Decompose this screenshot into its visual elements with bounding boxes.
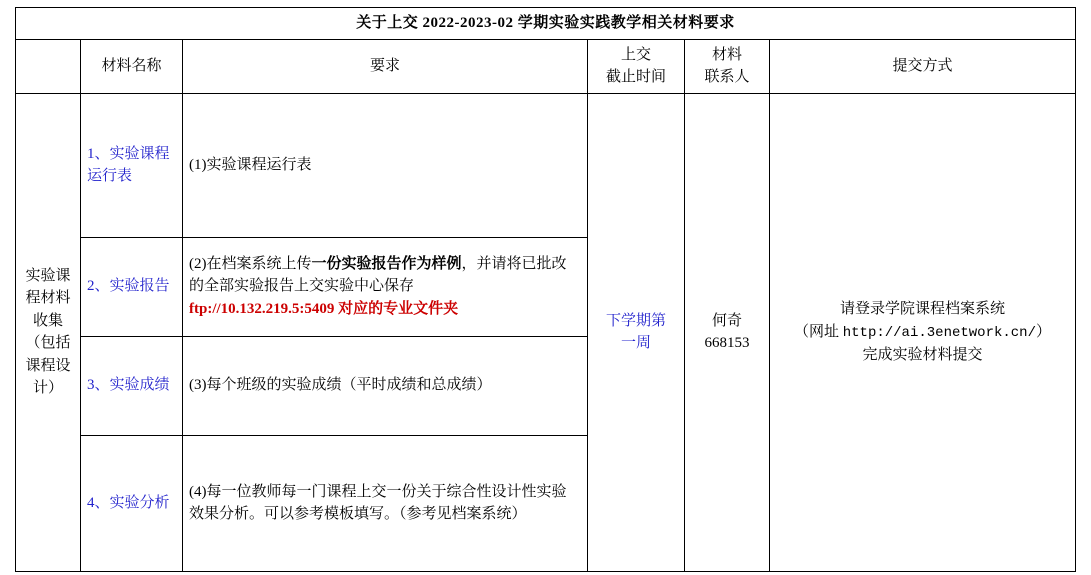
header-requirement: 要求 — [183, 39, 588, 93]
header-contact-line2: 联系人 — [704, 69, 750, 85]
deadline-line1: 下学期第 — [605, 312, 666, 329]
material-name-1: 1、实验课程运行表 — [81, 93, 183, 237]
material-name-4: 4、实验分析 — [81, 435, 183, 571]
submit-line1: 请登录学院课程档案系统 — [839, 301, 1005, 317]
requirement-2 — [183, 237, 588, 336]
requirement-2-ftp-path: ftp://10.132.219.5:5409 对应的专业文件夹 — [189, 300, 459, 317]
contact-phone: 668153 — [704, 335, 750, 351]
submit-line2-post: ） — [1035, 323, 1051, 340]
document-title: 关于上交 2022-2023-02 学期实验实践教学相关材料要求 — [16, 8, 1076, 40]
material-name-3: 3、实验成绩 — [81, 336, 183, 435]
requirement-2-mid: ，并请将已批改的全部实验报告上交实验中心保存 — [189, 255, 567, 295]
header-deadline-line2: 截止时间 — [605, 69, 666, 85]
header-submit-method: 提交方式 — [770, 39, 1076, 93]
header-material-name: 材料名称 — [81, 39, 183, 93]
submit-method-cell — [770, 93, 1076, 571]
requirement-3: (3)每个班级的实验成绩（平时成绩和总成绩） — [183, 336, 588, 435]
requirement-4: (4)每一位教师每一门课程上交一份关于综合性设计性实验效果分析。可以参考模板填写。（参考见档案系统） — [183, 435, 588, 571]
table-header-row — [16, 39, 1076, 93]
header-category-blank — [16, 39, 81, 93]
requirement-2-bold: 一份实验报告作为样例 — [311, 255, 462, 272]
material-name-2: 2、实验报告 — [81, 237, 183, 336]
submit-line2 — [776, 321, 1069, 344]
header-deadline-line1: 上交 — [620, 46, 651, 63]
contact-name: 何奇 — [711, 312, 742, 329]
header-deadline — [588, 39, 685, 93]
category-cell: 实验课程材料收集（包括课程设计） — [16, 93, 81, 571]
header-contact — [685, 39, 770, 93]
requirements-table — [15, 7, 1076, 572]
deadline-cell — [588, 93, 685, 571]
requirement-1: (1)实验课程运行表 — [183, 93, 588, 237]
submit-line2-pre: （网址 — [793, 323, 843, 340]
contact-cell — [685, 93, 770, 571]
requirement-2-pre: (2)在档案系统上传 — [189, 255, 312, 272]
submit-url: http://ai.3enetwork.cn/ — [842, 324, 1036, 341]
header-contact-line1: 材料 — [711, 46, 742, 63]
deadline-line2: 一周 — [620, 335, 651, 351]
table-row — [16, 93, 1076, 237]
submit-line3: 完成实验材料提交 — [862, 346, 983, 363]
table-title-row — [16, 8, 1076, 40]
